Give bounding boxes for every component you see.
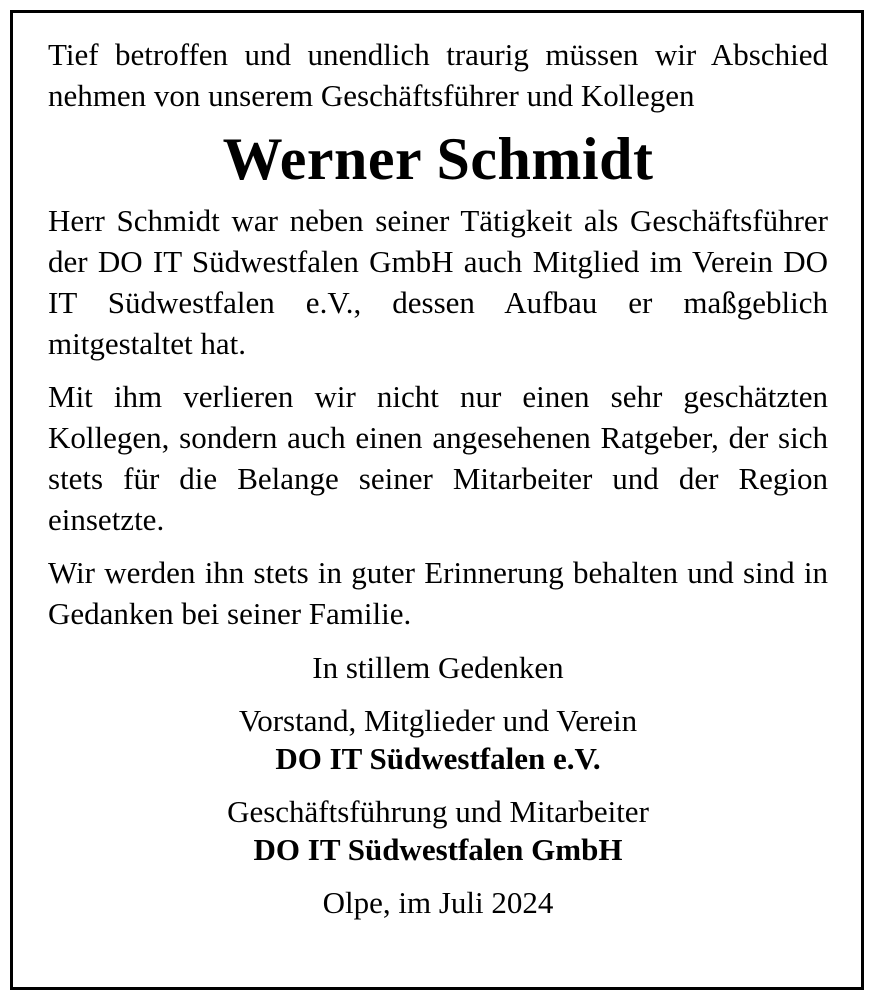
- signature-gmbh-org: DO IT Südwestfalen GmbH: [253, 832, 623, 867]
- spacer: [48, 364, 828, 376]
- spacer: [48, 634, 828, 649]
- signature-verein-line: Vorstand, Mitglieder und Verein: [238, 703, 638, 738]
- intro-text: Tief betroffen und unendlich traurig müssen wir Abschied nehmen von unserem Geschäftsführer und Kollegen: [48, 37, 828, 113]
- signature-gmbh-line: Geschäftsführung und Mitarbeiter: [227, 794, 649, 829]
- signature-verein-org: DO IT Südwestfalen e.V.: [275, 741, 601, 776]
- paragraph-memory: Wir werden ihn stets in guter Erinnerung behalten und sind in Gedanken bei seiner Familie.: [48, 555, 828, 631]
- paragraph-tribute: Mit ihm verlieren wir nicht nur einen sehr geschätzten Kollegen, sondern auch einen angesehenen Ratgeber, der sich stets für die Belange seiner Mitarbeiter und der Region einsetzte.: [48, 379, 828, 537]
- deceased-name: Werner Schmidt: [222, 126, 654, 192]
- spacer: [48, 778, 828, 793]
- spacer: [48, 687, 828, 702]
- obituary-content: [48, 34, 828, 922]
- paragraph-role: Herr Schmidt war neben seiner Tätigkeit als Geschäftsführer der DO IT Südwestfalen GmbH auch Mitglied im Verein DO IT Südwestfalen e.V., dessen Aufbau er maßgeblich mitgestaltet hat.: [48, 203, 828, 361]
- closing-line: In stillem Gedenken: [312, 650, 564, 685]
- place-date: Olpe, im Juli 2024: [322, 885, 554, 920]
- spacer: [48, 540, 828, 552]
- spacer: [48, 869, 828, 884]
